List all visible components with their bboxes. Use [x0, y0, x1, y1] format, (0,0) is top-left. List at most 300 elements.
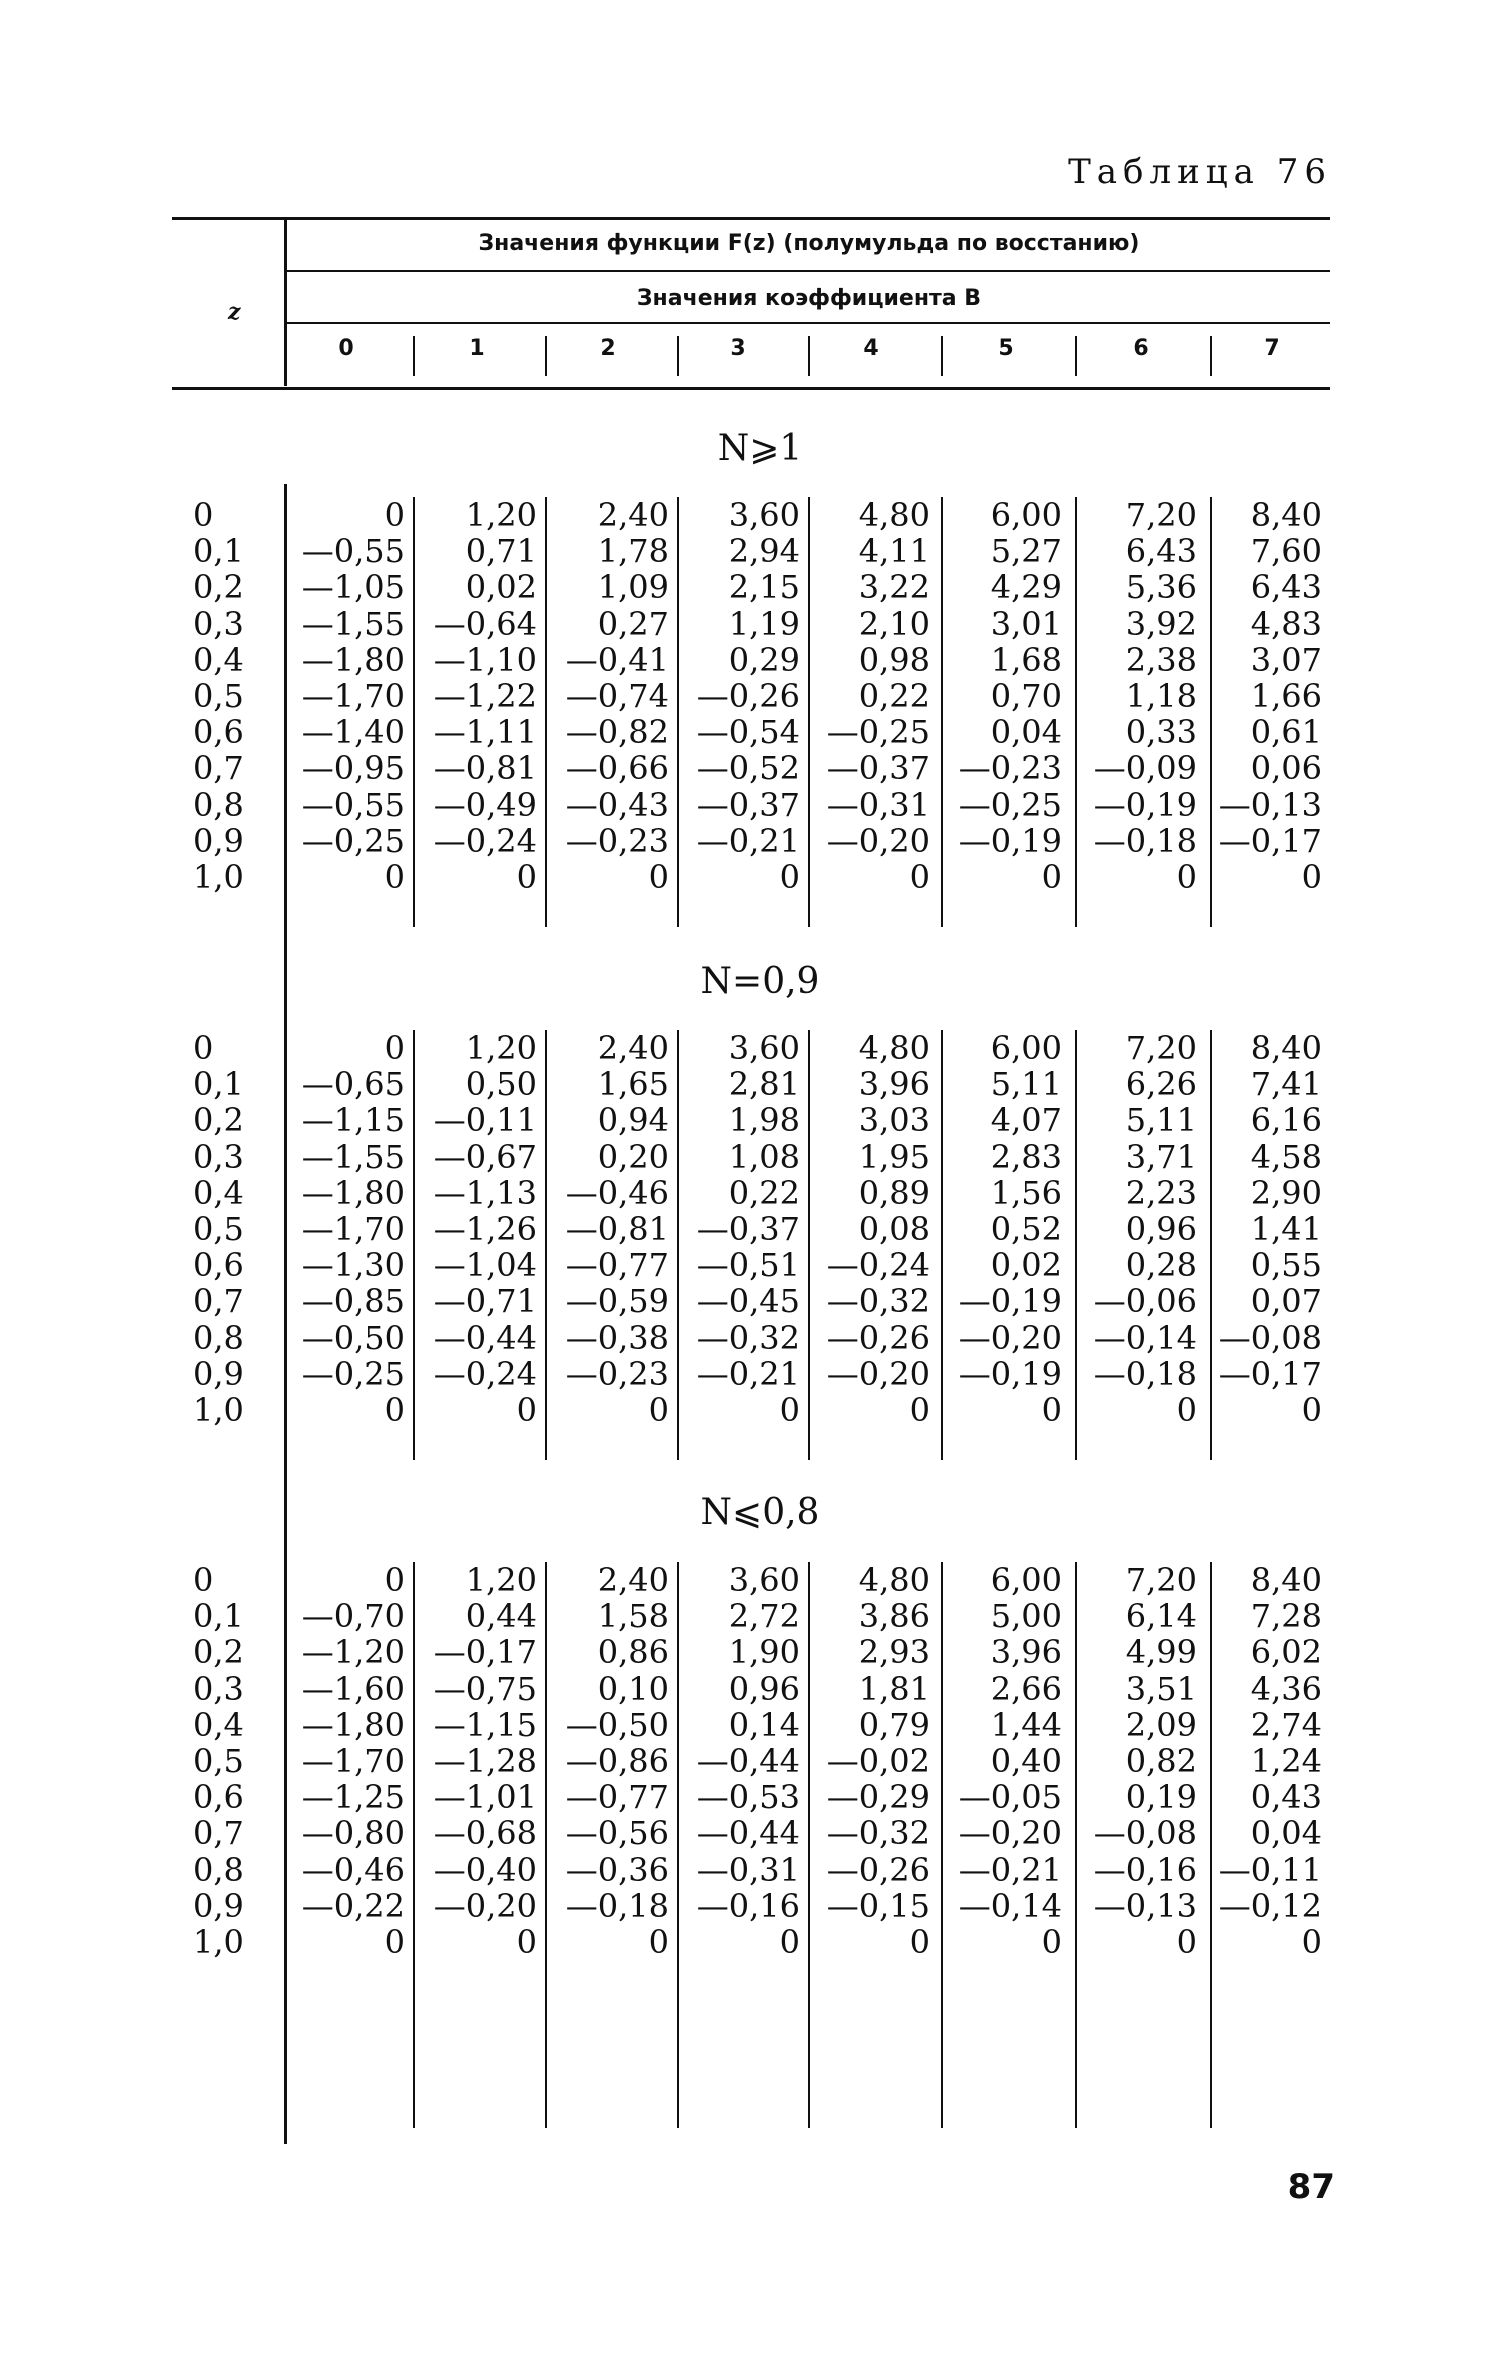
table-cell: —1,10 — [433, 640, 537, 679]
table-cell: —0,86 — [565, 1742, 669, 1780]
table-cell: 4,83 — [1250, 604, 1322, 643]
table-cell: 0,06 — [1250, 749, 1322, 788]
table-cell: —0,41 — [565, 640, 669, 679]
coefficient-caption: Значения коэффициента B — [636, 286, 982, 311]
table-cell: —1,80 — [301, 1705, 405, 1744]
table-cell: —1,80 — [301, 640, 405, 679]
table-row — [0, 1562, 1500, 1598]
header-column-divider — [677, 336, 679, 376]
table-cell: —0,19 — [1093, 785, 1197, 824]
z-value: 0,3 — [193, 1669, 244, 1708]
header-column-divider — [545, 336, 547, 376]
table-cell: —1,70 — [301, 1742, 405, 1780]
table-cell: 0,61 — [1250, 713, 1322, 752]
table-cell: 0 — [648, 1391, 669, 1429]
table-cell: 0,22 — [728, 1173, 800, 1212]
table-cell: —0,32 — [826, 1282, 930, 1321]
table-cell: —1,11 — [433, 713, 537, 752]
table-cell: —1,60 — [301, 1669, 405, 1708]
table-cell: 4,80 — [858, 1561, 930, 1599]
table-cell: 0 — [516, 1391, 537, 1429]
table-cell: —1,40 — [301, 713, 405, 752]
table-cell: 1,20 — [465, 1561, 537, 1599]
table-cell: 0 — [909, 1391, 930, 1429]
table-cell: 0,04 — [1250, 1814, 1322, 1853]
table-cell: —1,04 — [433, 1246, 537, 1285]
table-row — [0, 1211, 1500, 1247]
table-cell: —0,67 — [433, 1137, 537, 1176]
table-row — [0, 606, 1500, 642]
table-cell: 3,71 — [1125, 1137, 1197, 1176]
table-cell: 5,11 — [1125, 1101, 1197, 1140]
table-cell: 5,36 — [1125, 568, 1197, 607]
header-top-rule — [172, 217, 1330, 220]
table-cell: 3,07 — [1250, 640, 1322, 679]
table-cell: 2,40 — [597, 1029, 669, 1067]
z-value: 0,2 — [193, 1633, 244, 1672]
table-cell: 7,20 — [1125, 1029, 1197, 1067]
table-cell: —0,20 — [958, 1318, 1062, 1357]
table-cell: —0,81 — [565, 1210, 669, 1248]
table-cell: —0,19 — [958, 1282, 1062, 1321]
table-row — [0, 1247, 1500, 1283]
z-value: 0 — [193, 496, 214, 534]
table-cell: 0 — [1041, 1923, 1062, 1961]
table-cell: 1,19 — [728, 604, 800, 643]
table-cell: 6,43 — [1125, 532, 1197, 571]
table-cell: 0,08 — [858, 1210, 930, 1248]
table-cell: 0,55 — [1250, 1246, 1322, 1285]
table-cell: —0,13 — [1218, 785, 1322, 824]
table-cell: —0,54 — [696, 713, 800, 752]
table-cell: 0,82 — [1125, 1742, 1197, 1780]
table-cell: 7,20 — [1125, 1561, 1197, 1599]
table-cell: 7,60 — [1250, 532, 1322, 571]
z-value: 0,1 — [193, 532, 244, 571]
table-cell: —0,51 — [696, 1246, 800, 1285]
page-number: 87 — [1287, 2167, 1335, 2207]
z-value: 0,6 — [193, 1778, 244, 1817]
table-cell: —0,24 — [433, 821, 537, 860]
table-cell: 6,00 — [990, 1561, 1062, 1599]
table-row — [0, 1888, 1500, 1924]
table-cell: 2,15 — [728, 568, 800, 607]
table-row — [0, 859, 1500, 895]
table-cell: 3,92 — [1125, 604, 1197, 643]
table-cell: 0 — [779, 1391, 800, 1429]
table-cell: —0,16 — [696, 1886, 800, 1925]
table-cell: 5,11 — [990, 1065, 1062, 1104]
section-title: N⩽0,8 — [700, 1492, 820, 1533]
table-cell: —0,19 — [958, 821, 1062, 860]
table-cell: 5,00 — [990, 1597, 1062, 1636]
table-cell: 1,44 — [990, 1705, 1062, 1744]
table-cell: 0 — [384, 1391, 405, 1429]
header-column-divider — [1075, 336, 1077, 376]
z-header: z — [228, 299, 241, 325]
table-cell: 0 — [384, 1029, 405, 1067]
table-cell: 3,96 — [990, 1633, 1062, 1672]
table-cell: —0,50 — [301, 1318, 405, 1357]
table-cell: 0,02 — [990, 1246, 1062, 1285]
table-cell: —0,65 — [301, 1065, 405, 1104]
table-cell: 4,58 — [1250, 1137, 1322, 1176]
table-cell: 3,60 — [728, 1561, 800, 1599]
table-cell: 0,79 — [858, 1705, 930, 1744]
table-cell: 4,80 — [858, 1029, 930, 1067]
table-title: Таблица 76 — [1068, 152, 1332, 192]
table-cell: —0,16 — [1093, 1850, 1197, 1889]
table-cell: 0,89 — [858, 1173, 930, 1212]
table-cell: —0,08 — [1218, 1318, 1322, 1357]
table-cell: 1,41 — [1250, 1210, 1322, 1248]
table-cell: 1,18 — [1125, 677, 1197, 715]
table-cell: 2,74 — [1250, 1705, 1322, 1744]
z-value: 0,8 — [193, 785, 244, 824]
table-cell: 1,65 — [597, 1065, 669, 1104]
table-row — [0, 1924, 1500, 1960]
table-cell: —0,81 — [433, 749, 537, 788]
table-row — [0, 1102, 1500, 1138]
table-cell: —0,06 — [1093, 1282, 1197, 1321]
table-cell: —0,19 — [958, 1354, 1062, 1393]
table-cell: 0 — [516, 858, 537, 896]
table-row — [0, 642, 1500, 678]
table-cell: —1,70 — [301, 677, 405, 715]
table-cell: 3,03 — [858, 1101, 930, 1140]
table-cell: 0,22 — [858, 677, 930, 715]
table-cell: —0,26 — [826, 1318, 930, 1357]
table-row — [0, 1634, 1500, 1670]
table-cell: —1,70 — [301, 1210, 405, 1248]
table-cell: —0,09 — [1093, 749, 1197, 788]
table-cell: 1,98 — [728, 1101, 800, 1140]
z-value: 0,7 — [193, 1282, 244, 1321]
table-cell: —0,11 — [1218, 1850, 1322, 1889]
table-cell: —0,53 — [696, 1778, 800, 1817]
table-cell: 8,40 — [1250, 1561, 1322, 1599]
table-cell: 3,96 — [858, 1065, 930, 1104]
table-row — [0, 1139, 1500, 1175]
table-cell: 2,90 — [1250, 1173, 1322, 1212]
table-cell: —0,43 — [565, 785, 669, 824]
z-value: 0,9 — [193, 821, 244, 860]
table-row — [0, 1392, 1500, 1428]
table-cell: 0,40 — [990, 1742, 1062, 1780]
table-cell: —0,71 — [433, 1282, 537, 1321]
table-cell: 4,36 — [1250, 1669, 1322, 1708]
table-cell: 8,40 — [1250, 496, 1322, 534]
table-cell: —0,26 — [696, 677, 800, 715]
table-cell: 2,38 — [1125, 640, 1197, 679]
table-cell: 1,68 — [990, 640, 1062, 679]
table-cell: 0 — [384, 1561, 405, 1599]
table-cell: 4,99 — [1125, 1633, 1197, 1672]
table-cell: —0,15 — [826, 1886, 930, 1925]
table-cell: —1,26 — [433, 1210, 537, 1248]
table-cell: 6,00 — [990, 496, 1062, 534]
table-cell: 0 — [779, 1923, 800, 1961]
table-cell: 7,28 — [1250, 1597, 1322, 1636]
z-value: 0,3 — [193, 1137, 244, 1176]
z-value: 0,7 — [193, 749, 244, 788]
table-cell: —0,46 — [565, 1173, 669, 1212]
table-cell: 0,43 — [1250, 1778, 1322, 1817]
table-cell: —0,25 — [826, 713, 930, 752]
table-cell: 0,96 — [728, 1669, 800, 1708]
table-cell: —0,45 — [696, 1282, 800, 1321]
z-value: 0,9 — [193, 1886, 244, 1925]
z-value: 0,1 — [193, 1065, 244, 1104]
table-cell: —1,80 — [301, 1173, 405, 1212]
table-cell: 3,22 — [858, 568, 930, 607]
table-cell: 0,98 — [858, 640, 930, 679]
z-value: 0,8 — [193, 1850, 244, 1889]
z-value: 0,4 — [193, 1705, 244, 1744]
table-row — [0, 787, 1500, 823]
header-bottom-rule — [172, 387, 1330, 390]
z-value: 0,1 — [193, 1597, 244, 1636]
table-cell: —0,55 — [301, 532, 405, 571]
table-cell: —0,20 — [433, 1886, 537, 1925]
table-row — [0, 1175, 1500, 1211]
table-row — [0, 1852, 1500, 1888]
z-value: 0,6 — [193, 1246, 244, 1285]
table-cell: —0,37 — [826, 749, 930, 788]
table-cell: —0,21 — [958, 1850, 1062, 1889]
table-row — [0, 569, 1500, 605]
table-row — [0, 1283, 1500, 1319]
table-cell: —0,40 — [433, 1850, 537, 1889]
table-cell: 3,51 — [1125, 1669, 1197, 1708]
b-header-1: 1 — [469, 336, 485, 361]
section-title: N⩾1 — [717, 428, 803, 469]
b-header-2: 2 — [600, 336, 616, 361]
table-cell: —1,15 — [301, 1101, 405, 1140]
table-cell: 2,81 — [728, 1065, 800, 1104]
table-cell: 0 — [909, 858, 930, 896]
z-value: 0,8 — [193, 1318, 244, 1357]
table-cell: 1,20 — [465, 1029, 537, 1067]
table-cell: 1,90 — [728, 1633, 800, 1672]
z-value: 1,0 — [193, 1923, 244, 1961]
table-cell: —0,14 — [1093, 1318, 1197, 1357]
table-cell: —1,22 — [433, 677, 537, 715]
table-cell: —0,18 — [1093, 821, 1197, 860]
table-cell: 0 — [648, 858, 669, 896]
z-value: 0,5 — [193, 1210, 244, 1248]
section-title: N=0,9 — [700, 961, 820, 1002]
table-cell: —0,25 — [958, 785, 1062, 824]
table-cell: —0,31 — [826, 785, 930, 824]
table-cell: —0,22 — [301, 1886, 405, 1925]
table-cell: 1,58 — [597, 1597, 669, 1636]
table-cell: 2,66 — [990, 1669, 1062, 1708]
table-cell: —0,24 — [826, 1246, 930, 1285]
table-row — [0, 1356, 1500, 1392]
table-cell: —0,82 — [565, 713, 669, 752]
table-cell: 7,41 — [1250, 1065, 1322, 1104]
table-cell: —1,15 — [433, 1705, 537, 1744]
table-cell: —0,77 — [565, 1778, 669, 1817]
table-cell: —0,74 — [565, 677, 669, 715]
table-cell: —0,31 — [696, 1850, 800, 1889]
table-cell: —1,55 — [301, 1137, 405, 1176]
b-header-5: 5 — [998, 336, 1014, 361]
table-cell: 0,52 — [990, 1210, 1062, 1248]
table-cell: 1,78 — [597, 532, 669, 571]
table-cell: 3,86 — [858, 1597, 930, 1636]
z-value: 0,5 — [193, 677, 244, 715]
table-cell: —0,24 — [433, 1354, 537, 1393]
table-cell: 0 — [1301, 1391, 1322, 1429]
table-cell: —0,20 — [958, 1814, 1062, 1853]
z-value: 0,9 — [193, 1354, 244, 1393]
table-cell: —0,11 — [433, 1101, 537, 1140]
table-cell: 0,14 — [728, 1705, 800, 1744]
table-cell: 6,14 — [1125, 1597, 1197, 1636]
table-cell: —1,20 — [301, 1633, 405, 1672]
b-header-3: 3 — [730, 336, 746, 361]
z-value: 0,6 — [193, 713, 244, 752]
table-row — [0, 1779, 1500, 1815]
table-row — [0, 1320, 1500, 1356]
header-column-divider — [413, 336, 415, 376]
table-cell: 0,50 — [465, 1065, 537, 1104]
table-cell: —1,28 — [433, 1742, 537, 1780]
table-row — [0, 1707, 1500, 1743]
table-cell: —0,66 — [565, 749, 669, 788]
table-cell: —0,75 — [433, 1669, 537, 1708]
table-cell: 6,02 — [1250, 1633, 1322, 1672]
table-cell: 0,19 — [1125, 1778, 1197, 1817]
table-cell: —1,55 — [301, 604, 405, 643]
table-cell: 0,07 — [1250, 1282, 1322, 1321]
header-column-divider — [808, 336, 810, 376]
table-cell: 1,66 — [1250, 677, 1322, 715]
table-cell: —1,05 — [301, 568, 405, 607]
header-column-divider — [941, 336, 943, 376]
table-cell: —0,13 — [1093, 1886, 1197, 1925]
table-cell: 0,70 — [990, 677, 1062, 715]
table-cell: —0,56 — [565, 1814, 669, 1853]
table-cell: —0,38 — [565, 1318, 669, 1357]
table-cell: 0,10 — [597, 1669, 669, 1708]
header-column-divider — [1210, 336, 1212, 376]
table-cell: 0 — [1041, 858, 1062, 896]
table-row — [0, 1030, 1500, 1066]
table-cell: —0,50 — [565, 1705, 669, 1744]
table-cell: —1,13 — [433, 1173, 537, 1212]
table-cell: 2,83 — [990, 1137, 1062, 1176]
b-header-7: 7 — [1264, 336, 1280, 361]
table-cell: 4,80 — [858, 496, 930, 534]
table-cell: 0 — [384, 858, 405, 896]
table-cell: 3,01 — [990, 604, 1062, 643]
table-cell: —0,44 — [696, 1814, 800, 1853]
table-row — [0, 497, 1500, 533]
table-cell: 0,29 — [728, 640, 800, 679]
table-cell: 0,44 — [465, 1597, 537, 1636]
table-cell: —0,21 — [696, 821, 800, 860]
table-cell: —0,95 — [301, 749, 405, 788]
table-cell: 0,27 — [597, 604, 669, 643]
table-cell: —0,32 — [826, 1814, 930, 1853]
table-row — [0, 1066, 1500, 1102]
z-value: 0 — [193, 1029, 214, 1067]
table-cell: —0,25 — [301, 821, 405, 860]
b-header-0: 0 — [338, 336, 354, 361]
table-cell: 0,02 — [465, 568, 537, 607]
table-cell: 2,23 — [1125, 1173, 1197, 1212]
table-cell: 0 — [1176, 1391, 1197, 1429]
table-cell: 6,43 — [1250, 568, 1322, 607]
table-cell: 0 — [648, 1923, 669, 1961]
table-cell: 6,16 — [1250, 1101, 1322, 1140]
table-cell: 4,11 — [858, 532, 930, 571]
table-cell: 6,26 — [1125, 1065, 1197, 1104]
table-cell: 0,33 — [1125, 713, 1197, 752]
table-cell: —0,23 — [958, 749, 1062, 788]
table-cell: —0,55 — [301, 785, 405, 824]
b-header-4: 4 — [863, 336, 879, 361]
table-cell: —0,32 — [696, 1318, 800, 1357]
table-cell: —0,49 — [433, 785, 537, 824]
table-cell: 0,94 — [597, 1101, 669, 1140]
table-cell: 4,29 — [990, 568, 1062, 607]
table-cell: —0,36 — [565, 1850, 669, 1889]
table-cell: 2,40 — [597, 496, 669, 534]
table-cell: —0,23 — [565, 821, 669, 860]
table-cell: 0 — [516, 1923, 537, 1961]
table-cell: 7,20 — [1125, 496, 1197, 534]
table-cell: —0,18 — [1093, 1354, 1197, 1393]
table-cell: 0 — [1176, 858, 1197, 896]
table-cell: —0,59 — [565, 1282, 669, 1321]
table-cell: —1,25 — [301, 1778, 405, 1817]
table-cell: —0,21 — [696, 1354, 800, 1393]
table-cell: —0,17 — [1218, 821, 1322, 860]
table-cell: 8,40 — [1250, 1029, 1322, 1067]
z-value: 0,4 — [193, 1173, 244, 1212]
table-cell: 1,56 — [990, 1173, 1062, 1212]
table-cell: —0,18 — [565, 1886, 669, 1925]
table-row — [0, 533, 1500, 569]
table-cell: —1,30 — [301, 1246, 405, 1285]
table-cell: 0,86 — [597, 1633, 669, 1672]
table-cell: —0,12 — [1218, 1886, 1322, 1925]
header-mid-rule — [287, 270, 1330, 272]
table-cell: —0,46 — [301, 1850, 405, 1889]
table-cell: —0,37 — [696, 1210, 800, 1248]
z-value: 0,4 — [193, 640, 244, 679]
table-cell: 2,93 — [858, 1633, 930, 1672]
table-cell: 6,00 — [990, 1029, 1062, 1067]
table-cell: —0,64 — [433, 604, 537, 643]
table-cell: 3,60 — [728, 496, 800, 534]
table-cell: —0,68 — [433, 1814, 537, 1853]
table-cell: —0,08 — [1093, 1814, 1197, 1853]
z-value: 1,0 — [193, 858, 244, 896]
table-cell: —0,80 — [301, 1814, 405, 1853]
table-cell: 2,94 — [728, 532, 800, 571]
table-cell: 0 — [779, 858, 800, 896]
b-header-6: 6 — [1133, 336, 1149, 361]
z-value: 0 — [193, 1561, 214, 1599]
table-cell: —0,20 — [826, 821, 930, 860]
table-cell: —0,02 — [826, 1742, 930, 1780]
table-row — [0, 714, 1500, 750]
